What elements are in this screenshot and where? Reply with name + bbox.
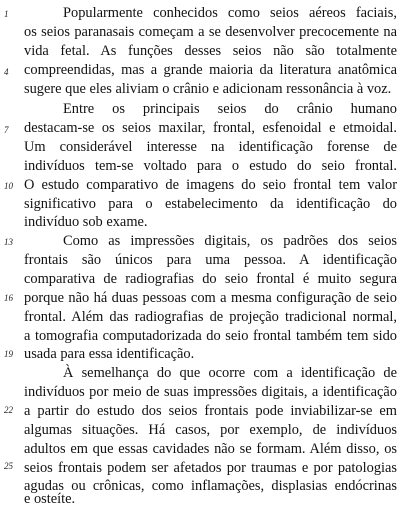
text-line: adultos em que essas cavidades não se formam. Além disso, os: [24, 441, 397, 457]
text-line: frontais são únicos para uma pessoa. A identificação: [24, 252, 397, 268]
text-line: seios frontais podem ser afetados por traumas e por patologias: [24, 460, 397, 476]
text-line: À semelhança do que ocorre com a identificação de: [63, 365, 397, 381]
text-line: porque não há duas pessoas com a mesma configuração de seio: [24, 290, 397, 306]
text-line: compreendidas, mas a grande maioria da literatura anatômica: [24, 62, 397, 78]
text-line: Como as impressões digitais, os padrões dos seios: [63, 233, 397, 249]
line-number: 19: [4, 349, 13, 359]
text-line: vida fetal. As funções desses seios não são totalmente: [24, 43, 397, 59]
text-line: algumas situações. Há casos, por exemplo, de indivíduos: [24, 422, 397, 438]
text-line: Um considerável interesse na identificação forense de: [24, 139, 397, 155]
text-line: Popularmente conhecidos como seios aéreos faciais,: [63, 5, 397, 21]
text-line: O estudo comparativo de imagens do seio frontal tem valor: [24, 177, 397, 193]
text-line: sugere que eles aliviam o crânio e adicionam ressonância à voz.: [24, 81, 392, 97]
text-line: a tomografia computadorizada do seio frontal também tem sido: [24, 328, 397, 344]
text-line: indivíduo sob exame.: [24, 214, 148, 230]
text-line: frontal. Além das radiografias de projeção tradicional normal,: [24, 309, 397, 325]
line-number: 16: [4, 293, 13, 303]
text-line: comparativa de radiografias do seio frontal é muito segura: [24, 271, 397, 287]
line-number: 7: [4, 125, 9, 135]
text-line: usada para essa identificação.: [24, 346, 195, 362]
line-number: 13: [4, 237, 13, 247]
text-line: os seios paranasais começam a se desenvolver precocemente na: [24, 24, 397, 40]
line-number: 4: [4, 67, 9, 77]
text-line: indivíduos tem-se voltado para o estudo do seio frontal.: [24, 158, 397, 174]
text-line: destacam-se os seios maxilar, frontal, esfenoidal e etmoidal.: [24, 120, 397, 136]
line-number: 25: [4, 461, 13, 471]
text-line: agudas ou crônicas, como inflamações, displasias endócrinas: [24, 478, 397, 494]
text-line: Entre os principais seios do crânio humano: [63, 101, 397, 117]
line-number: 1: [4, 9, 9, 19]
line-number: 22: [4, 405, 13, 415]
text-line: a partir do estudo dos seios frontais pode inviabilizar-se em: [24, 403, 397, 419]
line-number: 10: [4, 181, 13, 191]
text-line: e osteíte.: [24, 491, 76, 507]
text-line: significativo para o estabelecimento da identificação do: [24, 196, 397, 212]
text-line: indivíduos por meio de suas impressões digitais, a identificação: [24, 384, 397, 400]
